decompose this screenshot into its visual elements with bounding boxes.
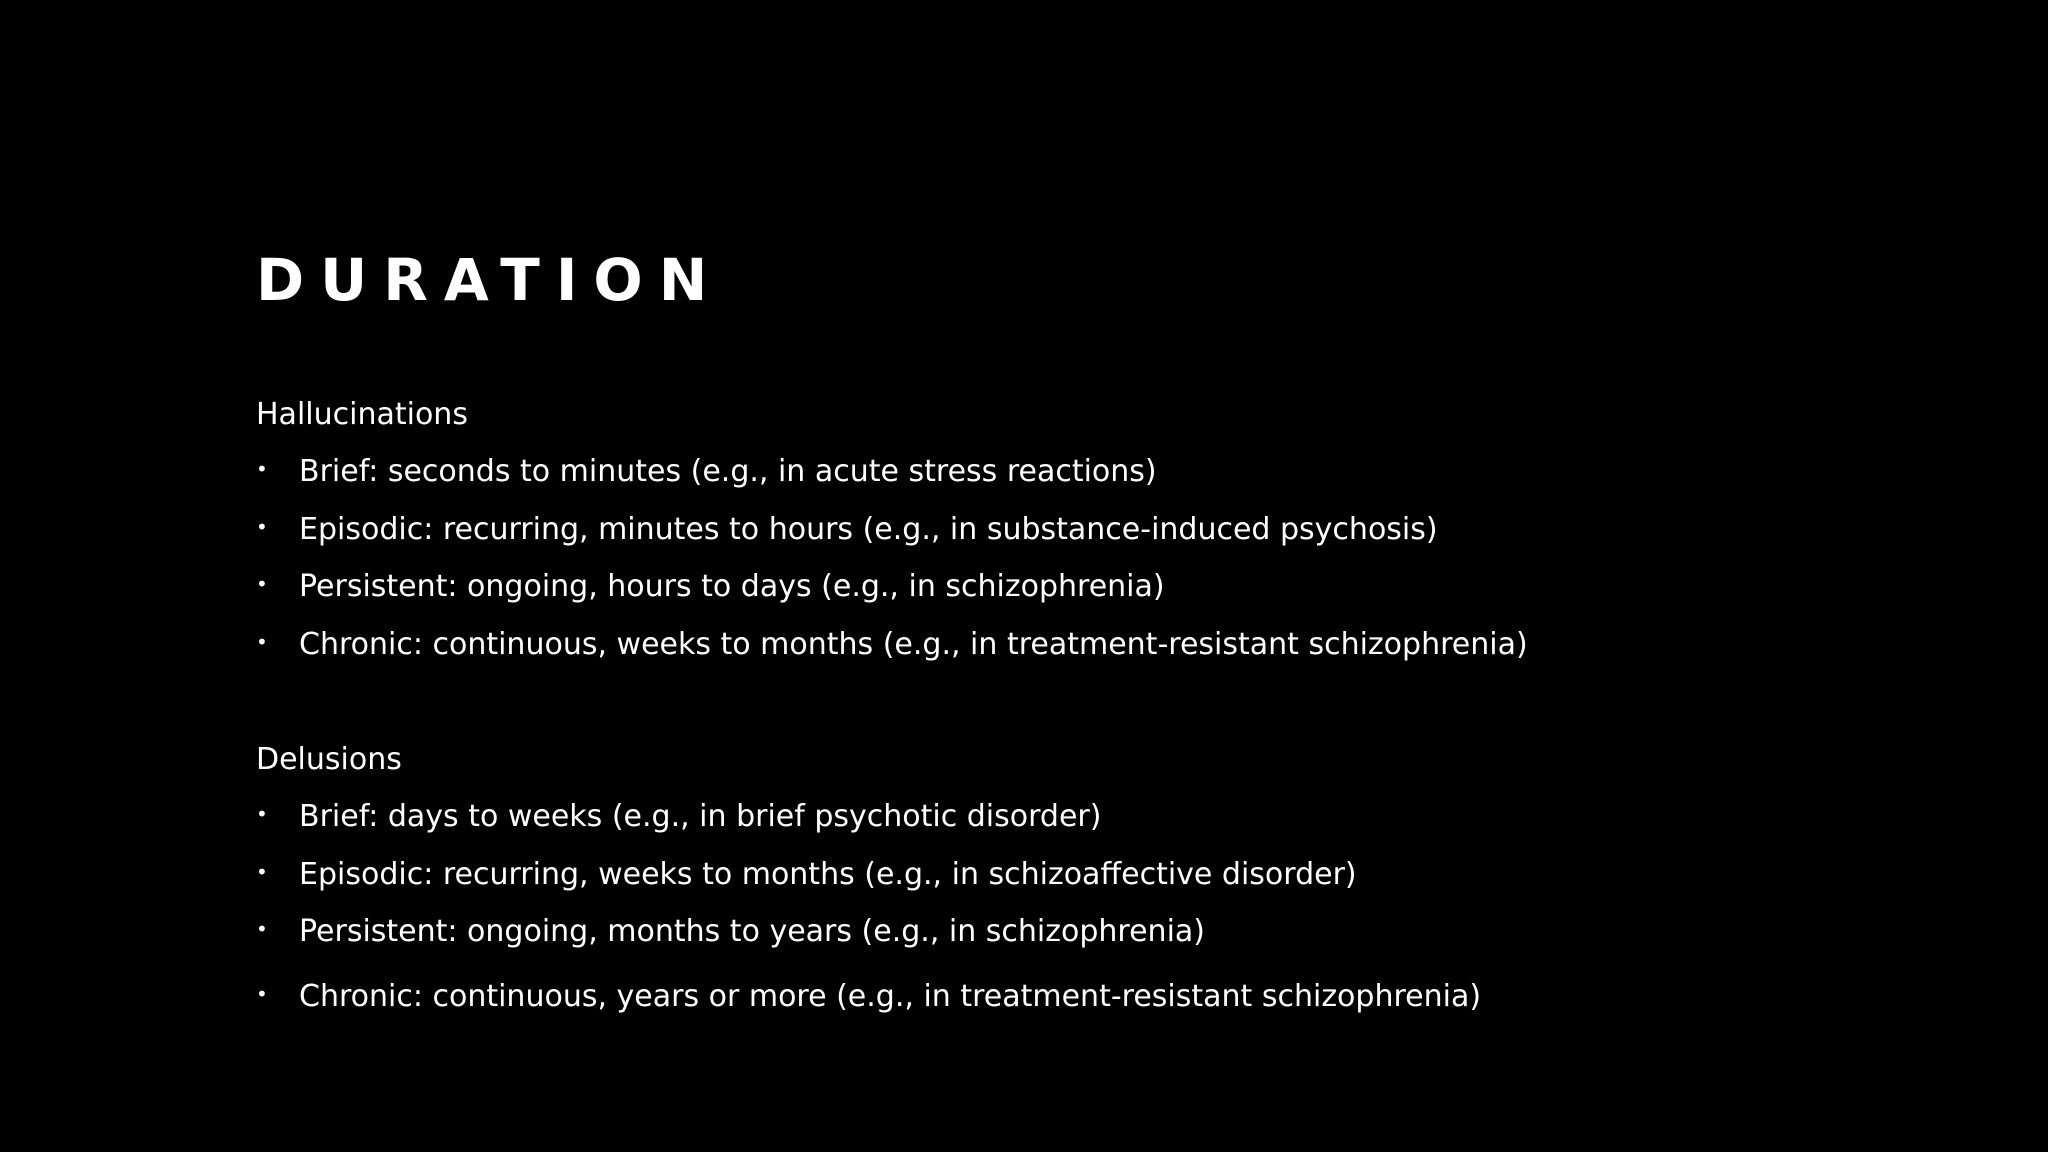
section-heading: Delusions	[256, 742, 402, 777]
list-item-text: Brief: seconds to minutes (e.g., in acute stress reactions)	[299, 454, 1157, 489]
slide-title: DURATION	[256, 246, 724, 314]
list-item-text: Brief: days to weeks (e.g., in brief psychotic disorder)	[299, 799, 1102, 834]
list-item	[256, 562, 1165, 620]
list-item	[256, 907, 1205, 965]
list-item-text: Chronic: continuous, weeks to months (e.g., in treatment-resistant schizophrenia)	[299, 626, 1528, 662]
section-delusions	[256, 735, 1482, 1029]
list-item	[256, 972, 1482, 1030]
bullet-list	[256, 447, 1528, 677]
bullet-icon: •	[256, 802, 268, 826]
bullet-icon: •	[256, 629, 268, 654]
bullet-list	[256, 792, 1482, 1029]
list-item	[256, 447, 1157, 505]
list-item-text: Episodic: recurring, weeks to months (e.g., in schizoaffective disorder)	[299, 856, 1357, 892]
section-heading: Hallucinations	[256, 397, 468, 432]
bullet-icon: •	[256, 457, 268, 481]
list-item-text: Persistent: ongoing, hours to days (e.g., in schizophrenia)	[299, 569, 1165, 604]
bullet-icon: •	[256, 572, 268, 596]
bullet-icon: •	[256, 981, 268, 1006]
bullet-icon: •	[256, 917, 268, 941]
section-hallucinations	[256, 390, 1528, 677]
list-item	[256, 850, 1357, 908]
bullet-icon: •	[256, 514, 268, 539]
list-item-text: Chronic: continuous, years or more (e.g., in treatment-resistant schizophrenia)	[299, 978, 1482, 1014]
list-item-text: Persistent: ongoing, months to years (e.g., in schizophrenia)	[299, 914, 1205, 949]
list-item-text: Episodic: recurring, minutes to hours (e.g., in substance-induced psychosis)	[299, 511, 1438, 547]
list-item	[256, 620, 1528, 678]
list-item	[256, 505, 1438, 563]
list-item	[256, 792, 1102, 850]
bullet-icon: •	[256, 859, 268, 884]
